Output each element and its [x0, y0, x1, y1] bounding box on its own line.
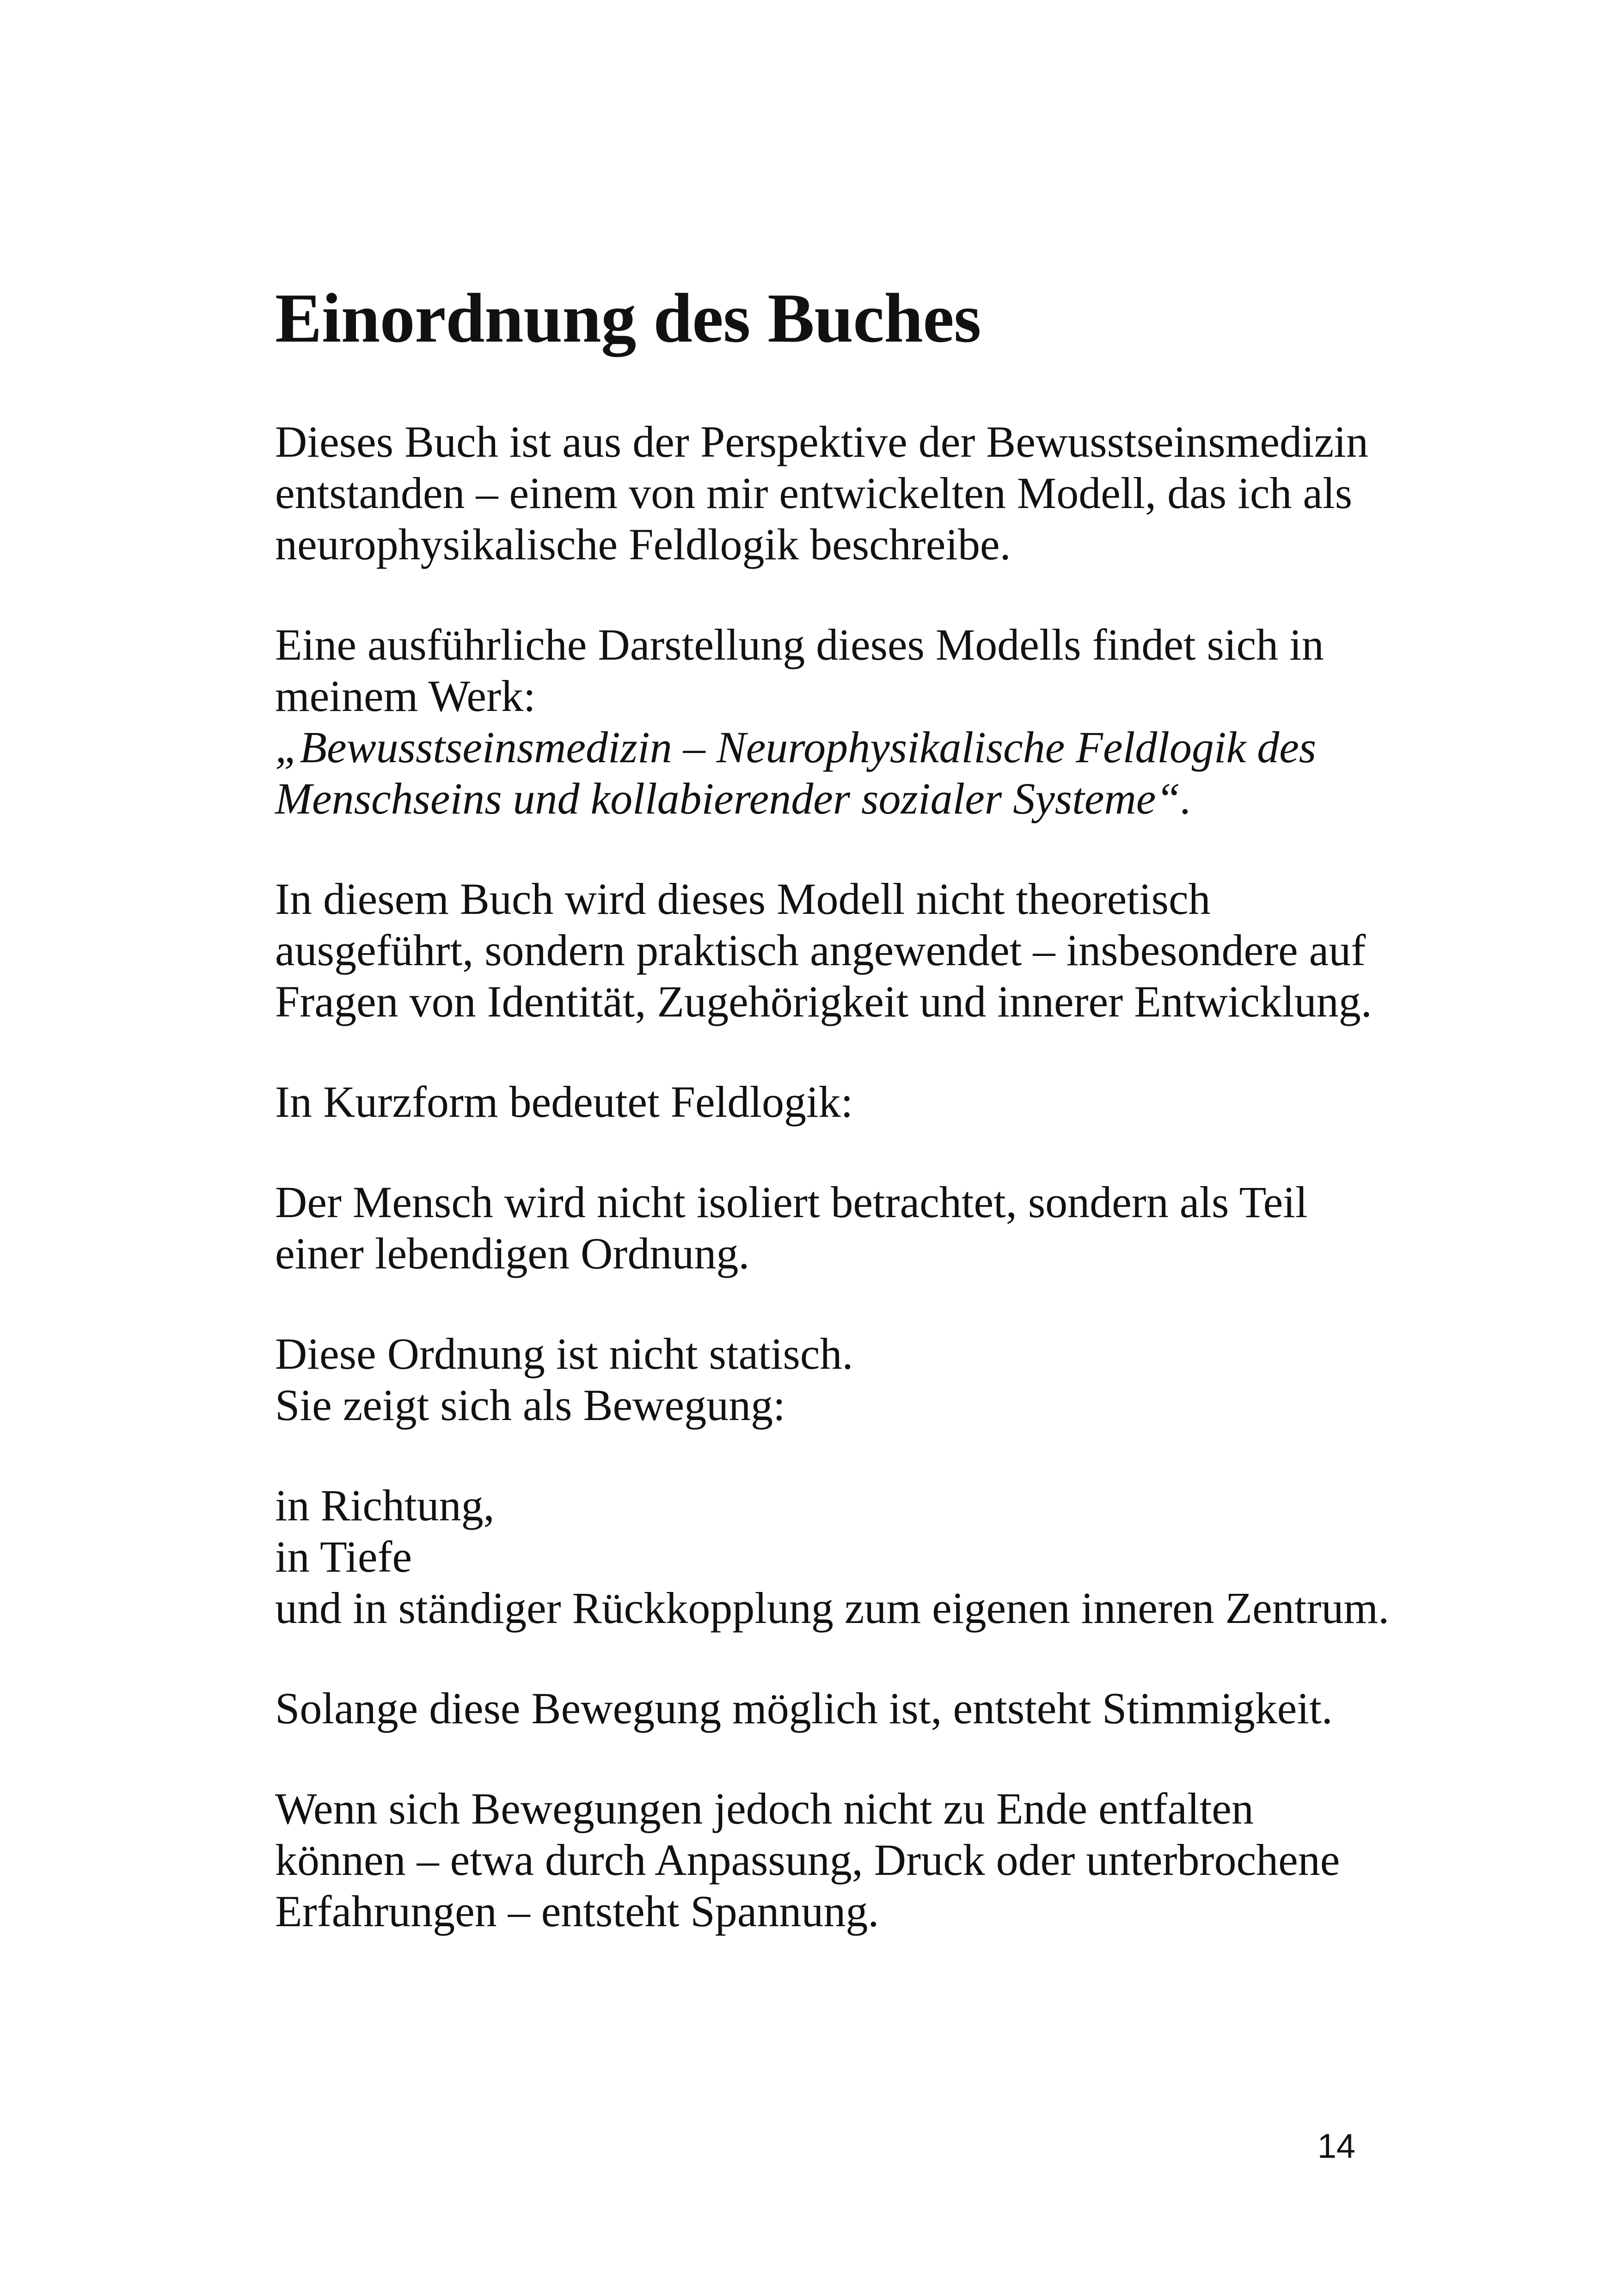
text-line: Wenn sich Bewegungen jedoch nicht zu Ende entfalten	[275, 1784, 1254, 1833]
text-line: in Richtung,	[275, 1481, 495, 1530]
paragraph-coherence	[275, 1683, 1431, 1734]
text-line: In diesem Buch wird dieses Modell nicht theoretisch	[275, 874, 1211, 924]
body-text	[275, 416, 1431, 1986]
book-reference-title: Menschseins und kollabierender sozialer Systeme“.	[275, 774, 1192, 823]
paragraph-human-order	[275, 1176, 1431, 1279]
paragraph-reference	[275, 619, 1431, 824]
paragraph-tension	[275, 1783, 1431, 1937]
text-line: Solange diese Bewegung möglich ist, entsteht Stimmigkeit.	[275, 1684, 1333, 1733]
text-line: Sie zeigt sich als Bewegung:	[275, 1380, 785, 1430]
text-line: Eine ausführliche Darstellung dieses Modells findet sich in	[275, 620, 1324, 669]
paragraph-movement-list	[275, 1480, 1431, 1634]
page-number: 14	[1317, 2127, 1355, 2165]
paragraph-order-movement	[275, 1328, 1431, 1431]
text-line: Dieses Buch ist aus der Perspektive der Bewusstseinsmedizin	[275, 417, 1368, 466]
page-title: Einordnung des Buches	[275, 279, 981, 357]
text-line: entstanden – einem von mir entwickelten Modell, das ich als	[275, 468, 1353, 518]
text-line: Erfahrungen – entsteht Spannung.	[275, 1886, 879, 1936]
text-line: Fragen von Identität, Zugehörigkeit und innerer Entwicklung.	[275, 977, 1372, 1026]
paragraph-application	[275, 873, 1431, 1027]
paragraph-summary-intro	[275, 1076, 1431, 1127]
text-line: meinem Werk:	[275, 671, 536, 721]
paragraph-perspective	[275, 416, 1431, 570]
text-line: einer lebendigen Ordnung.	[275, 1229, 750, 1278]
text-line: in Tiefe	[275, 1532, 412, 1581]
text-line: können – etwa durch Anpassung, Druck oder unterbrochene	[275, 1835, 1340, 1885]
text-line: und in ständiger Rückkopplung zum eigenen inneren Zentrum.	[275, 1583, 1390, 1633]
text-line: Diese Ordnung ist nicht statisch.	[275, 1329, 853, 1378]
text-line: Der Mensch wird nicht isoliert betrachtet, sondern als Teil	[275, 1177, 1308, 1227]
text-line: In Kurzform bedeutet Feldlogik:	[275, 1077, 853, 1127]
book-reference-title: „Bewusstseinsmedizin – Neurophysikalische Feldlogik des	[275, 722, 1317, 772]
text-line: ausgeführt, sondern praktisch angewendet – insbesondere auf	[275, 925, 1366, 975]
text-line: neurophysikalische Feldlogik beschreibe.	[275, 520, 1011, 569]
